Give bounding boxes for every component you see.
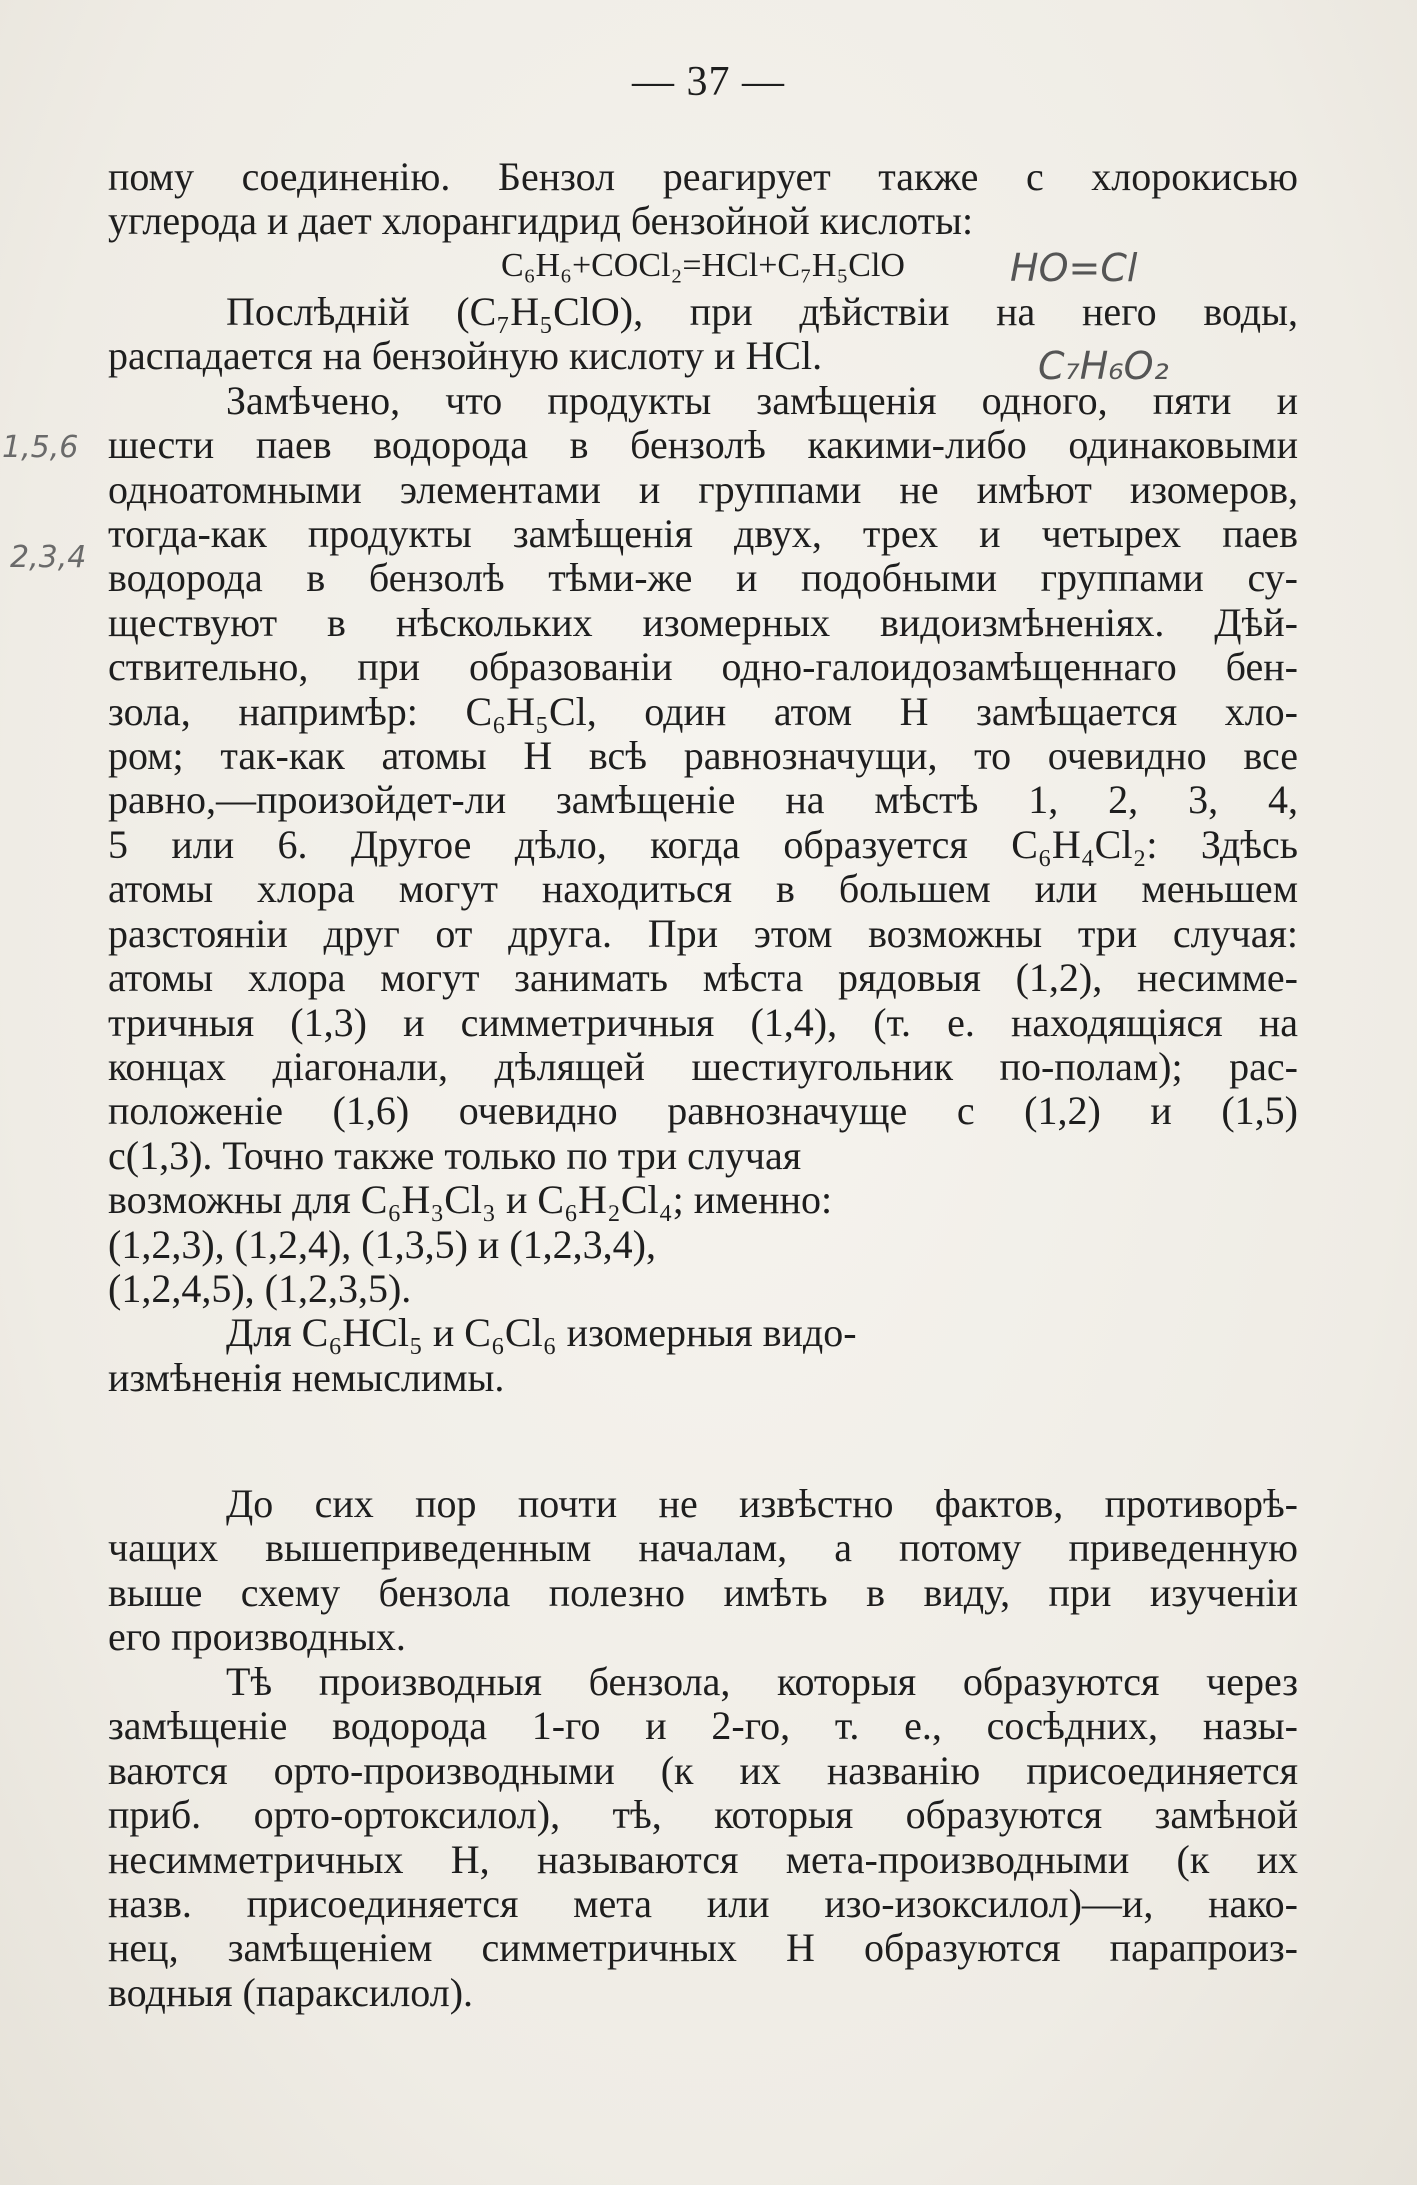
handwritten-note: C₇H₆O₂ (1038, 344, 1169, 388)
text-line: До сих пор почти не извѣстно фактов, противорѣ- (226, 1481, 1298, 1526)
text-line: (1,2,3), (1,2,4), (1,3,5) и (1,2,3,4), (108, 1221, 656, 1267)
text-line: (1,2,4,5), (1,2,3,5). (108, 1265, 412, 1311)
chemical-equation: C₆H₆+COCl₂=HCl+C₇H₅ClO (501, 246, 905, 284)
text-line: положеніе (1,6) очевидно равнозначуще с (1,2) и (1,5) (108, 1088, 1298, 1134)
text-line: выше схему бензола полезно имѣть в виду, при изученіи (108, 1569, 1298, 1615)
text-line: Для C₆HCl₅ и C₆Cl₆ изомерныя видо- (226, 1310, 857, 1356)
text-line: распадается на бензойную кислоту и HCl. (108, 333, 823, 379)
paragraph-ortho-meta-para (108, 1660, 1298, 2015)
text-line: его производных. (108, 1614, 406, 1660)
text-line: разстояніи друг от друга. При этом возможны три случая: (108, 910, 1298, 956)
paragraph-isomers (108, 290, 1298, 1400)
text-line: Послѣдній (C₇H₅ClO), при дѣйствіи на него воды, (226, 289, 1298, 334)
text-line: 5 или 6. Другое дѣло, когда образуется C₆H₄Cl₂: Здѣсь (108, 821, 1298, 867)
paragraph-scheme (108, 1482, 1298, 1660)
text-line: чащих вышеприведенным началам, а потому приведенную (108, 1525, 1298, 1571)
margin-note: 2,3,4 (10, 540, 87, 575)
margin-note: 1,5,6 (2, 430, 79, 465)
text-line: ществуют в нѣскольких изомерных видоизмѣненіях. Дѣй- (108, 599, 1298, 645)
text-line: возможны для C₆H₃Cl₃ и C₆H₂Cl₄; именно: (108, 1177, 833, 1223)
text-line: водныя (параксилол). (108, 1969, 474, 2015)
page-number: — 37 — (632, 59, 785, 105)
text-line: несимметричных H, называются мета-производными (к их (108, 1836, 1298, 1882)
text-line: пому соединенію. Бензол реагирует также с хлорокисью (108, 154, 1298, 199)
text-line: приб. орто-ортоксилол), тѣ, которыя образуются замѣной (108, 1792, 1298, 1838)
text-line: измѣненія немыслимы. (108, 1354, 505, 1400)
text-line: тогда-как продукты замѣщенія двух, трех и четырех паев (108, 511, 1298, 557)
text-line: водорода в бензолѣ тѣми-же и подобными группами су- (108, 555, 1298, 601)
text-line: ром; так-как атомы H всѣ равнозначущи, то очевидно все (108, 733, 1298, 779)
text-line: нец, замѣщеніем симметричных H образуются парапроиз- (108, 1925, 1298, 1971)
text-line: равно,—произойдет-ли замѣщеніе на мѣстѣ 1, 2, 3, 4, (108, 777, 1298, 823)
text-line: Тѣ производныя бензола, которыя образуются через (226, 1659, 1298, 1704)
text-line: атомы хлора могут занимать мѣста рядовыя (1,2), несимме- (108, 955, 1298, 1001)
text-line: углерода и дает хлорангидрид бензойной кислоты: (108, 198, 974, 244)
text-line: назв. присоединяется мета или изо-изоксилол)—и, нако- (108, 1881, 1298, 1927)
text-line: ствительно, при образованіи одно-галоидозамѣщеннаго бен- (108, 644, 1298, 690)
text-line: шести паев водорода в бензолѣ какими-либо одинаковыми (108, 422, 1298, 468)
text-line: концах діагонали, дѣлящей шестиугольник по-полам); рас- (108, 1043, 1298, 1089)
text-line: с(1,3). Точно также только по три случая (108, 1132, 802, 1178)
handwritten-note: HO=Cl (1010, 246, 1138, 290)
text-line: атомы хлора могут находиться в большем или меньшем (108, 866, 1298, 912)
text-line: Замѣчено, что продукты замѣщенія одного, пяти и (226, 377, 1298, 423)
text-line: одноатомными элементами и группами не имѣют изомеров, (108, 466, 1298, 512)
text-line: ваются орто-производными (к их названію присоединяется (108, 1747, 1298, 1793)
text-line: зола, напримѣр: C₆H₅Cl, один атом H замѣщается хло- (108, 688, 1298, 734)
text-line: замѣщеніе водорода 1-го и 2-го, т. е., сосѣдних, назы- (108, 1703, 1298, 1749)
text-line: тричныя (1,3) и симметричныя (1,4), (т. е. находящіяся на (108, 999, 1298, 1045)
